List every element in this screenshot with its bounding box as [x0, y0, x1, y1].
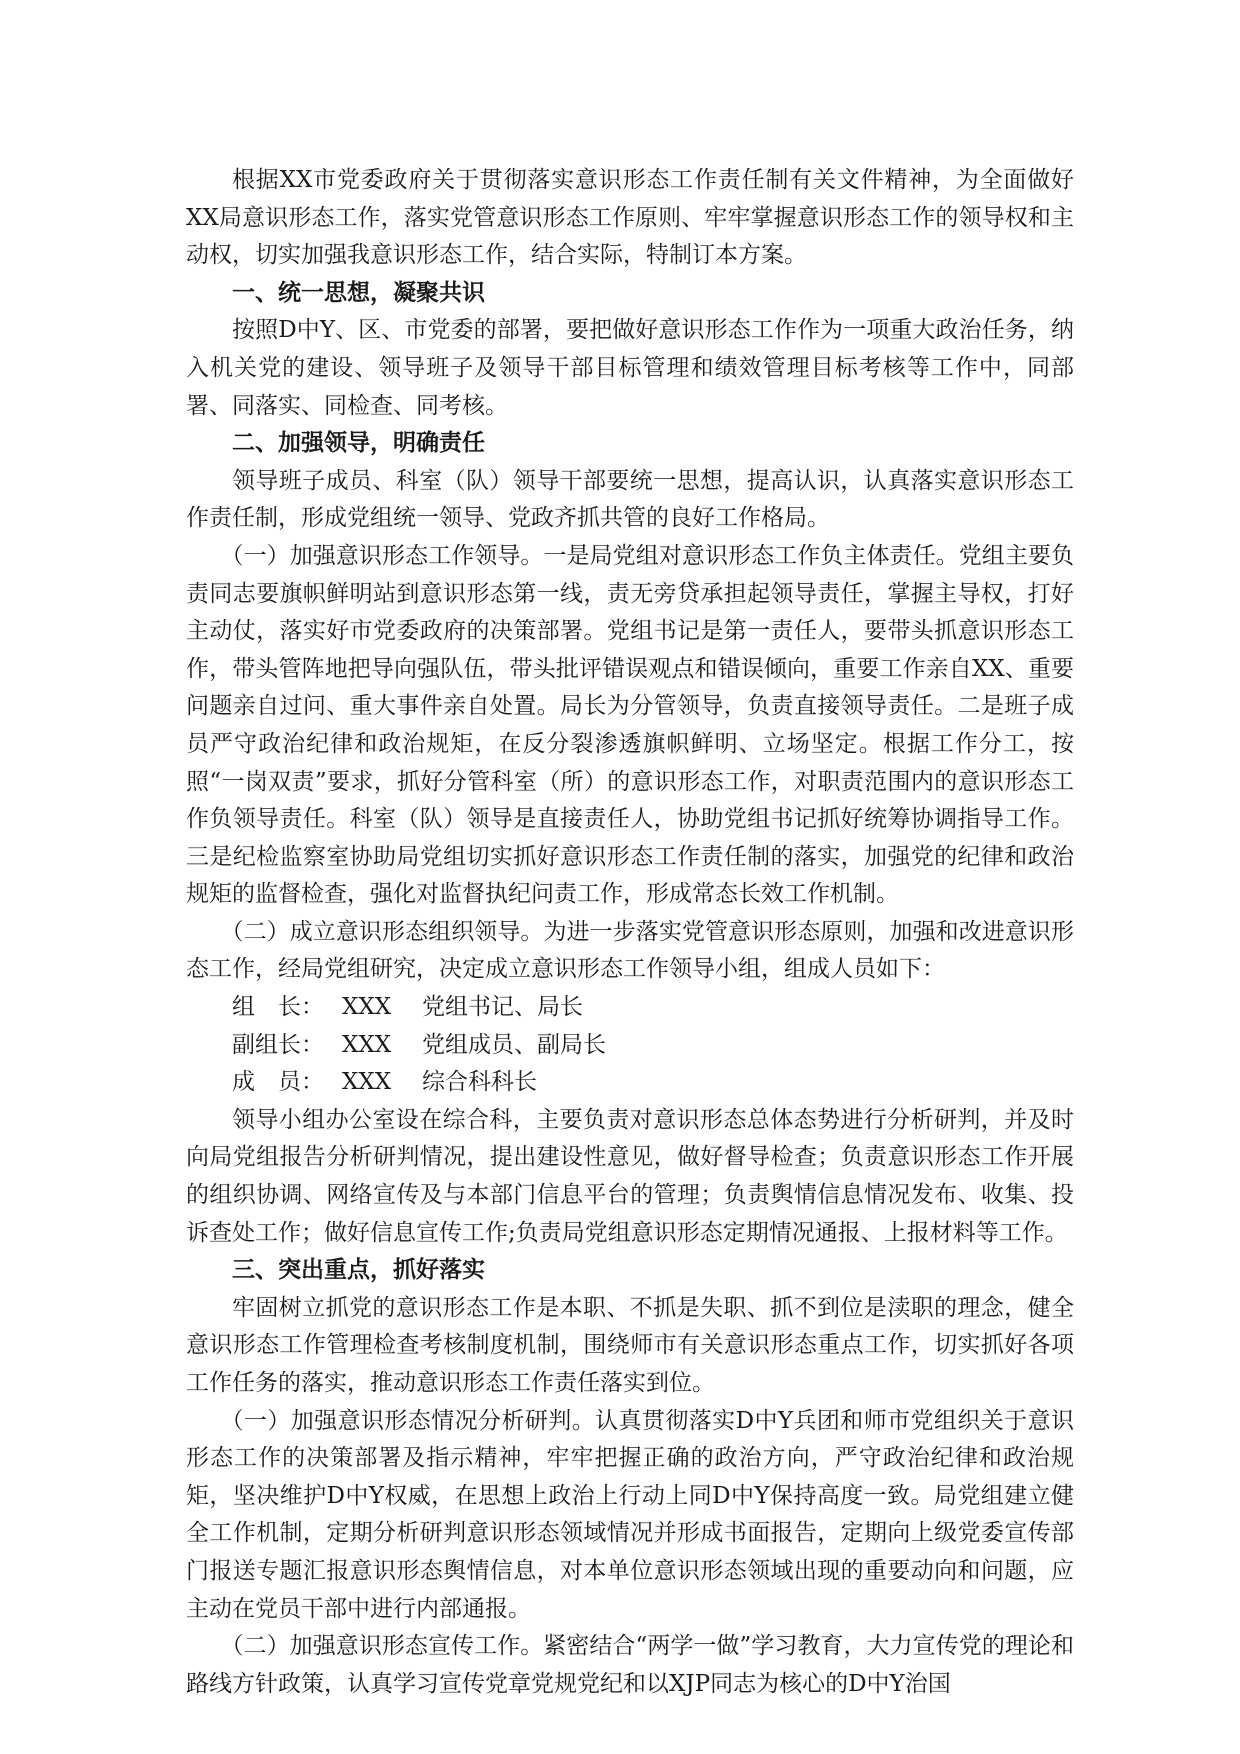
member-row-deputy [186, 1027, 1074, 1065]
section-1-heading: 一、统一思想，凝聚共识 [232, 279, 485, 306]
member-role: 副组长： [232, 1031, 324, 1058]
section-2-paragraph-2: （一）加强意识形态工作领导。一是局党组对意识形态工作负主体责任。党组主要负责同志要旗帜鲜明站到意识形态第一线，责无旁贷承担起领导责任，掌握主导权，打好主动仗，落实好市党委政府的决策部署。党组书记是第一责任人，要带头抓意识形态工作，带头管阵地把导向强队伍，带头批评错误观点和错误倾向，重要工作亲自XX、重要问题亲自过问、重大事件亲自处置。局长为分管领导，负责直接领导责任。二是班子成员严守政治纪律和政治规矩，在反分裂渗透旗帜鲜明、立场坚定。根据工作分工，按照“一岗双责”要求，抓好分管科室（所）的意识形态工作，对职责范围内的意识形态工作负领导责任。科室（队）领导是直接责任人，协助党组书记抓好统筹协调指导工作。三是纪检监察室协助局党组切实抓好意识形态工作责任制的落实，加强党的纪律和政治规矩的监督检查，强化对监督执纪问责工作，形成常态长效工作机制。 [186, 542, 1074, 908]
member-name: XXX [342, 1069, 392, 1096]
section-2-heading: 二、加强领导，明确责任 [232, 430, 485, 457]
document-page [186, 162, 1074, 1703]
member-row-member [186, 1064, 1074, 1102]
section-3-paragraph-1: 牢固树立抓党的意识形态工作是本职、不抓是失职、抓不到位是渎职的理念，健全意识形态工作管理检查考核制度机制，围绕师市有关意识形态重点工作，切实抓好各项工作任务的落实，推动意识形态工作责任落实到位。 [186, 1294, 1074, 1396]
section-1-paragraph: 按照D中Y、区、市党委的部署，要把做好意识形态工作作为一项重大政治任务，纳入机关党的建设、领导班子及领导干部目标管理和绩效管理目标考核等工作中，同部署、同落实、同检查、同考核。 [186, 317, 1074, 419]
member-role: 成 员： [232, 1069, 324, 1096]
member-name: XXX [342, 994, 392, 1021]
member-title: 党组成员、副局长 [422, 1031, 606, 1058]
member-title: 党组书记、局长 [422, 994, 583, 1021]
section-3-paragraph-3: （二）加强意识形态宣传工作。紧密结合“两学一做”学习教育，大力宣传党的理论和路线方针政策，认真学习宣传党章党规党纪和以XJP同志为核心的D中Y治国 [186, 1633, 1074, 1697]
section-2-paragraph-4: 领导小组办公室设在综合科，主要负责对意识形态总体态势进行分析研判，并及时向局党组报告分析研判情况，提出建设性意见，做好督导检查；负责意识形态工作开展的组织协调、网络宣传及与本部门信息平台的管理；负责舆情信息情况发布、收集、投诉查处工作；做好信息宣传工作;负责局党组意识形态定期情况通报、上报材料等工作。 [186, 1106, 1074, 1246]
member-role: 组 长： [232, 994, 324, 1021]
member-title: 综合科科长 [422, 1069, 537, 1096]
section-3-paragraph-2: （一）加强意识形态情况分析研判。认真贯彻落实D中Y兵团和师市党组织关于意识形态工作的决策部署及指示精神，牢牢把握正确的政治方向，严守政治纪律和政治规矩，坚决维护D中Y权威，在思想上政治上行动上同D中Y保持高度一致。局党组建立健全工作机制，定期分析研判意识形态领域情况并形成书面报告，定期向上级党委宣传部门报送专题汇报意识形态舆情信息，对本单位意识形态领域出现的重要动向和问题，应主动在党员干部中进行内部通报。 [186, 1407, 1074, 1622]
member-row-leader [186, 989, 1074, 1027]
member-name: XXX [342, 1031, 392, 1058]
section-3-heading: 三、突出重点，抓好落实 [232, 1257, 485, 1284]
intro-paragraph: 根据XX市党委政府关于贯彻落实意识形态工作责任制有关文件精神，为全面做好XX局意识形态工作，落实党管意识形态工作原则、牢牢掌握意识形态工作的领导权和主动权，切实加强我意识形态工作，结合实际，特制订本方案。 [186, 167, 1074, 269]
section-2-paragraph-1: 领导班子成员、科室（队）领导干部要统一思想，提高认识，认真落实意识形态工作责任制，形成党组统一领导、党政齐抓共管的良好工作格局。 [186, 467, 1074, 532]
section-2-paragraph-3: （二）成立意识形态组织领导。为进一步落实党管意识形态原则，加强和改进意识形态工作，经局党组研究，决定成立意识形态工作领导小组，组成人员如下： [186, 918, 1074, 983]
